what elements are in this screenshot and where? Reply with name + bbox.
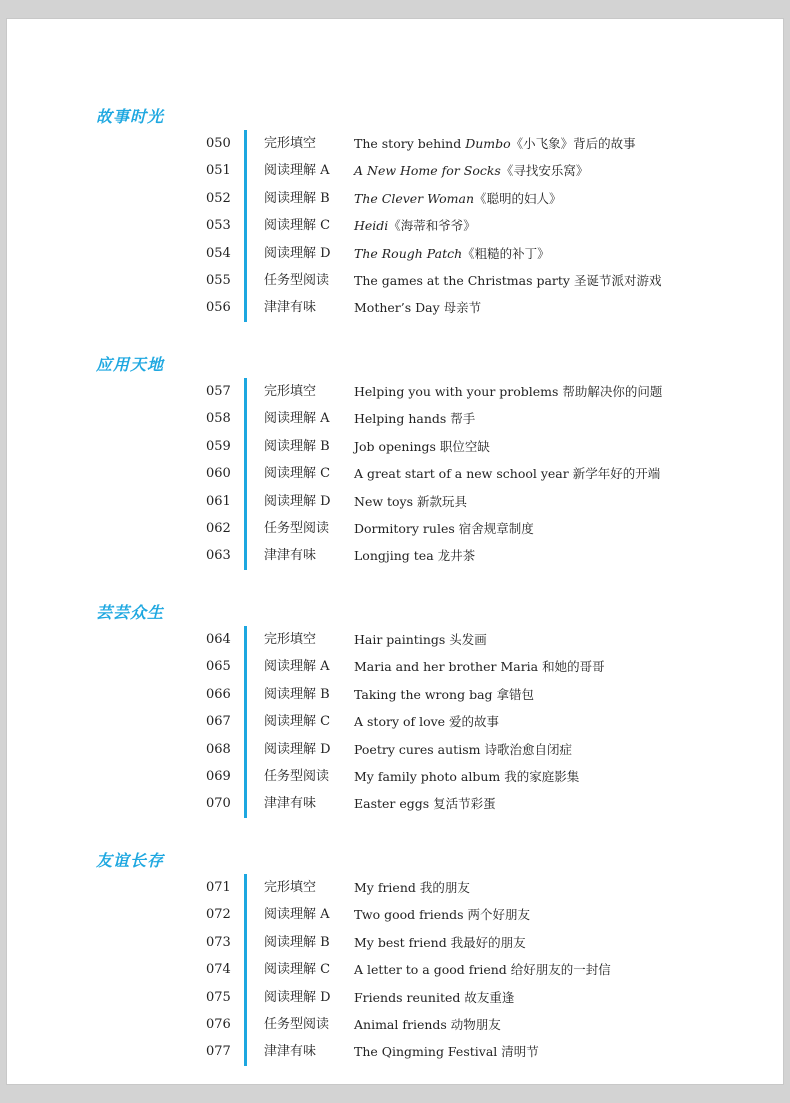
entry-type: 阅读理解 C — [264, 466, 331, 482]
entry-title-italic: Heidi — [354, 218, 389, 234]
entry-page-number: 054 — [206, 245, 231, 261]
entry-page-number: 059 — [206, 438, 231, 454]
toc-entry — [206, 433, 766, 460]
entry-title-text: A letter to a good friend 给好朋友的一封信 — [354, 962, 611, 978]
entry-title-rest: 《聪明的妇人》 — [474, 190, 562, 206]
entry-title — [354, 515, 534, 542]
entry-title-text: A great start of a new school year 新学年好的开端 — [354, 466, 661, 482]
entry-title-text: Longjing tea 龙井茶 — [354, 548, 476, 564]
entry-page-number: 064 — [206, 632, 231, 647]
entry-page-number: 077 — [206, 1044, 231, 1060]
toc-entry — [206, 736, 766, 763]
toc-entry — [206, 1011, 766, 1038]
entry-page-number: 061 — [206, 493, 231, 509]
toc-entry — [206, 240, 766, 267]
entry-title — [354, 488, 467, 515]
entry-title — [354, 433, 490, 460]
entry-title — [354, 1038, 539, 1065]
entry-type: 完形填空 — [264, 880, 317, 895]
entry-title — [354, 294, 481, 321]
entry-page-number: 055 — [206, 272, 231, 288]
entry-page-number: 069 — [206, 768, 231, 784]
entry-title-text: The story behind — [354, 136, 466, 151]
entry-title-text: Dormitory rules 宿舍规章制度 — [354, 520, 534, 536]
entry-title — [354, 267, 661, 294]
entry-title — [354, 681, 534, 708]
entry-title-text: My best friend 我最好的朋友 — [354, 934, 526, 950]
entry-page-number: 076 — [206, 1016, 231, 1032]
toc-entry — [206, 542, 766, 569]
entry-title — [354, 542, 475, 569]
entry-title — [354, 790, 496, 817]
entry-page-number: 052 — [206, 190, 231, 206]
entry-title-text: Two good friends 两个好朋友 — [354, 907, 531, 923]
entry-title-text: A story of love 爱的故事 — [354, 714, 500, 730]
entry-type: 津津有味 — [264, 548, 317, 564]
entry-type: 阅读理解 C — [264, 714, 331, 730]
entry-title-italic: The Clever Woman — [354, 190, 475, 206]
entry-title — [354, 653, 605, 680]
toc-entry — [206, 956, 766, 983]
entry-page-number: 062 — [206, 520, 231, 536]
toc-entry — [206, 488, 766, 515]
entry-title-text: The games at the Christmas party 圣诞节派对游戏 — [354, 272, 662, 288]
entry-title — [354, 763, 579, 790]
entry-title-italic: A New Home for Socks — [354, 163, 501, 179]
entry-title — [354, 708, 499, 735]
entry-page-number: 053 — [206, 218, 231, 234]
toc-page — [6, 18, 784, 1085]
entry-page-number: 071 — [206, 880, 231, 895]
entry-type: 完形填空 — [264, 136, 317, 151]
toc-entry — [206, 460, 766, 487]
entry-title-text: Friends reunited 故友重逢 — [354, 989, 515, 1005]
entry-title — [354, 130, 636, 157]
entry-type: 阅读理解 C — [264, 962, 331, 978]
entry-title — [354, 185, 562, 212]
entry-title — [354, 626, 487, 653]
entry-page-number: 068 — [206, 741, 231, 757]
entry-page-number: 065 — [206, 659, 231, 675]
entry-type: 阅读理解 C — [264, 218, 331, 234]
entry-title — [354, 929, 526, 956]
entry-title-text: Easter eggs 复活节彩蛋 — [354, 796, 496, 812]
toc-entry — [206, 212, 766, 239]
section-entries — [206, 874, 766, 1066]
entry-type: 阅读理解 D — [264, 741, 331, 757]
toc-entry — [206, 294, 766, 321]
entry-type: 完形填空 — [264, 384, 317, 399]
entry-page-number: 060 — [206, 466, 231, 482]
toc-entry — [206, 653, 766, 680]
entry-title-rest: 《寻找安乐窝》 — [500, 163, 589, 179]
toc-entry — [206, 157, 766, 184]
entry-page-number: 067 — [206, 714, 231, 730]
entry-title-text: Job openings 职位空缺 — [354, 438, 490, 454]
entry-page-number: 075 — [206, 989, 231, 1005]
entry-page-number: 063 — [206, 548, 231, 564]
entry-title — [354, 984, 514, 1011]
entry-type: 任务型阅读 — [264, 520, 330, 536]
entry-page-number: 070 — [206, 796, 231, 812]
entry-title — [354, 736, 572, 763]
section-entries — [206, 378, 766, 570]
entry-title — [354, 157, 588, 184]
section-entries — [206, 626, 766, 818]
entry-title — [354, 460, 660, 487]
entry-type: 津津有味 — [264, 796, 317, 812]
toc-entry — [206, 185, 766, 212]
entry-page-number: 072 — [206, 907, 231, 923]
entry-type: 任务型阅读 — [264, 768, 330, 784]
entry-title-text: Taking the wrong bag 拿错包 — [354, 686, 535, 702]
entry-type: 津津有味 — [264, 1044, 317, 1060]
entry-page-number: 058 — [206, 411, 231, 427]
entry-page-number: 074 — [206, 962, 231, 978]
entry-type: 阅读理解 D — [264, 245, 331, 261]
entry-type: 阅读理解 B — [264, 438, 330, 454]
entry-type: 津津有味 — [264, 300, 317, 316]
toc-entry — [206, 790, 766, 817]
entry-title-rest: 《海蒂和爷爷》 — [388, 218, 476, 234]
entry-title-text: My family photo album 我的家庭影集 — [354, 768, 580, 784]
section-title: 友谊长存 — [96, 851, 165, 870]
entry-title-italic: Dumbo — [465, 136, 511, 151]
section-entries — [206, 130, 766, 322]
toc-entry — [206, 984, 766, 1011]
entry-title-rest: 《小飞象》背后的故事 — [510, 136, 636, 151]
toc-entry — [206, 378, 766, 405]
entry-title — [354, 240, 550, 267]
toc-entry — [206, 708, 766, 735]
entry-title — [354, 405, 475, 432]
entry-page-number: 050 — [206, 136, 231, 151]
toc-entry — [206, 681, 766, 708]
entry-type: 阅读理解 B — [264, 686, 330, 702]
entry-page-number: 051 — [206, 163, 231, 179]
entry-title-text: Helping hands 帮手 — [354, 411, 476, 427]
entry-type: 任务型阅读 — [264, 272, 330, 288]
entry-page-number: 066 — [206, 686, 231, 702]
toc-entry — [206, 626, 766, 653]
entry-title-text: Maria and her brother Maria 和她的哥哥 — [354, 659, 605, 675]
entry-title-text: Animal friends 动物朋友 — [354, 1016, 501, 1032]
section-title: 芸芸众生 — [96, 603, 165, 622]
entry-page-number: 057 — [206, 384, 231, 399]
entry-title-rest: 《粗糙的补丁》 — [462, 245, 550, 261]
entry-page-number: 056 — [206, 300, 231, 316]
entry-type: 阅读理解 A — [264, 163, 330, 179]
entry-title-text: Poetry cures autism 诗歌治愈自闭症 — [354, 741, 572, 757]
entry-type: 阅读理解 B — [264, 190, 330, 206]
entry-title-text: Mother’s Day 母亲节 — [354, 300, 482, 316]
entry-title — [354, 901, 530, 928]
toc-entry — [206, 130, 766, 157]
toc-entry — [206, 901, 766, 928]
entry-type: 任务型阅读 — [264, 1016, 330, 1032]
entry-type: 阅读理解 D — [264, 989, 331, 1005]
entry-type: 阅读理解 A — [264, 411, 330, 427]
toc-entry — [206, 405, 766, 432]
entry-title-text: New toys 新款玩具 — [354, 493, 468, 509]
entry-page-number: 073 — [206, 934, 231, 950]
section-title: 应用天地 — [96, 355, 165, 374]
entry-title — [354, 378, 662, 405]
entry-title-italic: The Rough Patch — [354, 245, 463, 261]
entry-type: 完形填空 — [264, 632, 317, 647]
entry-title — [354, 212, 476, 239]
entry-title — [354, 956, 611, 983]
toc-entry — [206, 267, 766, 294]
entry-type: 阅读理解 A — [264, 659, 330, 675]
entry-type: 阅读理解 B — [264, 934, 330, 950]
entry-title — [354, 1011, 501, 1038]
toc-entry — [206, 515, 766, 542]
entry-title-text: Helping you with your problems 帮助解决你的问题 — [354, 384, 663, 399]
entry-title-text: The Qingming Festival 清明节 — [354, 1044, 539, 1060]
section-title: 故事时光 — [96, 107, 165, 126]
entry-title — [354, 874, 470, 901]
toc-entry — [206, 929, 766, 956]
toc-entry — [206, 1038, 766, 1065]
toc-entry — [206, 763, 766, 790]
toc-entry — [206, 874, 766, 901]
entry-title-text: Hair paintings 头发画 — [354, 632, 487, 647]
entry-type: 阅读理解 D — [264, 493, 331, 509]
entry-title-text: My friend 我的朋友 — [354, 880, 470, 895]
entry-type: 阅读理解 A — [264, 907, 330, 923]
